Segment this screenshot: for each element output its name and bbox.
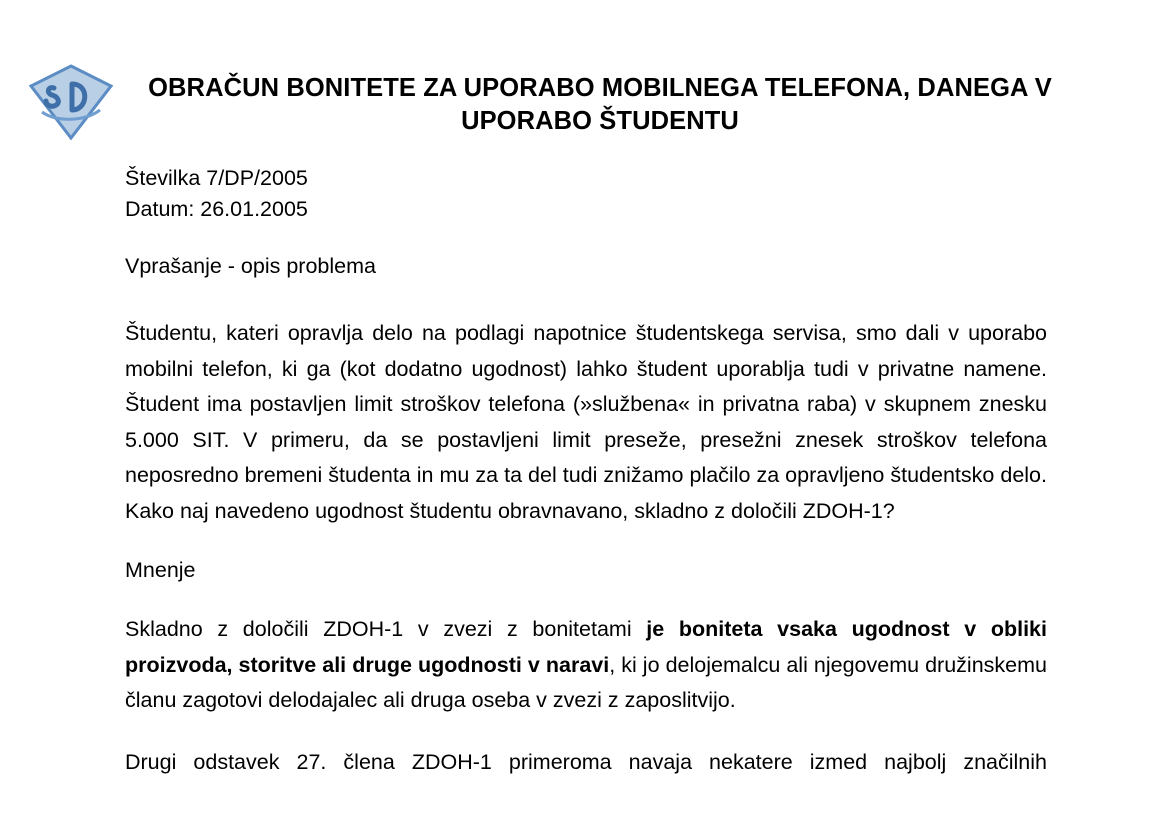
opinion-text-tail: , ki jo delojemalcu ali njegovemu družinskemu članu zagotovi delodajalec ali druga oseba v zvezi z zaposlitvijo. xyxy=(125,652,1047,712)
opinion-text-emphasis: je boniteta vsaka ugodnost v obliki proizvoda, storitve ali druge ugodnosti v naravi xyxy=(125,617,1047,677)
opinion-paragraph-1 xyxy=(125,612,1047,719)
spacer xyxy=(125,282,1047,316)
spacer xyxy=(125,529,1047,555)
spacer xyxy=(125,225,1047,251)
section-heading-question: Vprašanje - opis problema xyxy=(125,254,376,278)
opinion-text-lead: Skladno z določili ZDOH-1 v zvezi z bonitetami xyxy=(125,617,647,641)
spacer xyxy=(125,719,1047,745)
reference-number: Številka 7/DP/2005 xyxy=(125,166,308,190)
document-body xyxy=(125,163,1047,816)
document-header xyxy=(0,58,1157,148)
section-heading-opinion: Mnenje xyxy=(125,558,196,582)
document-date: Datum: 26.01.2005 xyxy=(125,197,308,221)
company-logo xyxy=(28,64,114,140)
question-paragraph: Študentu, kateri opravlja delo na podlagi napotnice študentskega servisa, smo dali v uporabo mobilni telefon, ki ga (kot dodatno ugodnost) lahko študent uporablja tudi v privatne namene. Študent ima postavljen limit stroškov telefona (»službena« in privatna raba) v skupnem znesku 5.000 SIT. V primeru, da se postavljeni limit preseže, presežni znesek stroškov telefona neposredno bremeni študenta in mu za ta del tudi znižamo plačilo za opravljeno študentsko delo. Kako naj navedeno ugodnost študentu obravnavano, skladno z določili ZDOH-1? xyxy=(125,321,1047,523)
page-title: OBRAČUN BONITETE ZA UPORABO MOBILNEGA TELEFONA, DANEGA V UPORABO ŠTUDENTU xyxy=(148,74,1052,136)
spacer xyxy=(125,586,1047,612)
opinion-paragraph-2: Drugi odstavek 27. člena ZDOH-1 primeroma navaja nekatere izmed najbolj značilnih xyxy=(125,749,1047,774)
